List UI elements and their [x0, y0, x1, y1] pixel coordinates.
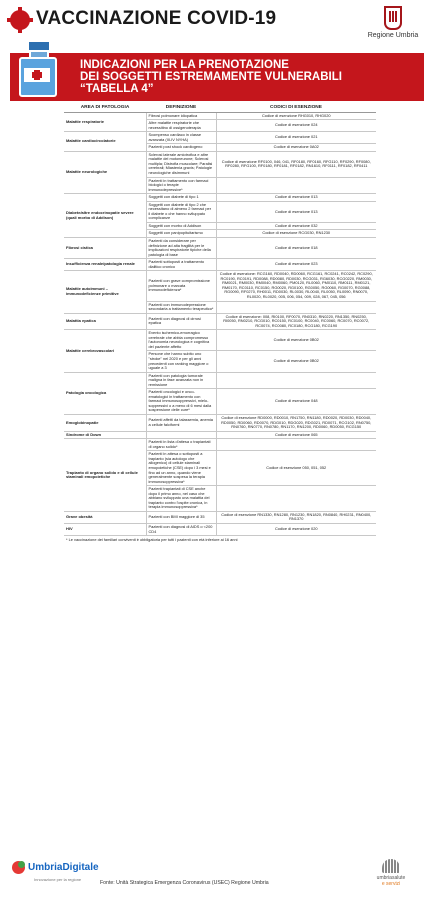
definition-cell: Pazienti sottoposti a trattamento dialitico cronico	[146, 259, 216, 271]
code-cell: Codice di esenzione 023	[216, 259, 376, 271]
definition-cell: Sclerosi laterale amiotrofica e altre malattie del motoneurone; Sclerosi multipla; Distrofia muscolare; Paralisi cerebrali; Miastenia gravis; Patologie neurologiche disimmuni	[146, 151, 216, 177]
code-cell: Codice di esenzione 018	[216, 237, 376, 258]
definition-cell: Pazienti in attesa o sottoposti a trapianto (sia autologo che allogenico) di cellule staminali emopoietiche (CSE) dopo i 3 mesi e fino ad un anno, quando viene generalmente sospesa la terapia immunosoppressiva*	[146, 451, 216, 486]
header	[0, 0, 435, 48]
banner-line-2: DEI SOGGETTI ESTREMAMENTE VULNERABILI	[80, 71, 342, 83]
code-cell: Codice di esenzione 050, 051, 052	[216, 451, 376, 486]
code-cell: Codice di esenzione RN1330, RN1280, RN1230, RN1820, RN0840, RH0231, RN0400, RN1370	[216, 511, 376, 523]
table-row	[64, 431, 376, 439]
banner-line-1: INDICAZIONI PER LA PRENOTAZIONE	[80, 59, 289, 71]
code-cell: Codice di esenzione: 008, RI0100, RF0070, RN0310, RN0220, RN1350, RN0250, RI0050, RN0210, RCG010, RC0150, RC0100, RC0040, RC0060, RC0070, RC0072, RC0074, RC0080, RC0180, RCG180, RCG190	[216, 313, 376, 330]
area-cell: Fibrosi cistica	[64, 237, 146, 258]
table-row	[64, 151, 376, 177]
definition-cell: Soggetti con diabete di tipo 1	[146, 194, 216, 202]
table-row	[64, 330, 376, 351]
table-row	[64, 112, 376, 120]
table-row	[64, 271, 376, 301]
umbriadigitale-logo	[12, 859, 99, 882]
code-cell: Codice di esenzione RD0000, RD0010, RN1750, RN1180, RD0020, RD0030, RD0040, RD0050, RD0060, RD0070, RDG010, RDG020, RDG021, RD0071, RCG102, RN0750, RN0760, RN0770, RN0780, RN1170, RN1200, RD0060, RD0050, RCG150	[216, 415, 376, 432]
definition-cell: Soggetti con panipopituitarismo	[146, 230, 216, 238]
definition-cell: Fibrosi polmonare idiopatica	[146, 112, 216, 120]
page-title: VACCINAZIONE COVID-19	[36, 8, 277, 29]
area-cell: HIV	[64, 523, 146, 535]
definition-cell: Pazienti con grave compromissione polmonare o marcata immunodeficienza*	[146, 271, 216, 301]
area-cell: Trapianto di organo solido e di cellule staminali emopoietiche	[64, 439, 146, 512]
area-cell: Malattie cerebrovascolari	[64, 330, 146, 372]
definition-cell: Altre malattie respiratorie che necessitino di ossigenoterapia	[146, 120, 216, 132]
region-logo	[363, 6, 423, 39]
definition-cell	[146, 431, 216, 439]
definition-cell: Pazienti in trattamento con farmaci biologici o terapie immunodepressive*	[146, 177, 216, 194]
code-cell: Codice di esenzione 032	[216, 222, 376, 230]
code-cell: Codice di esenzione 013	[216, 194, 376, 202]
table-row	[64, 237, 376, 258]
region-name: Regione Umbria	[367, 32, 419, 39]
area-cell: Malattie neurologiche	[64, 151, 146, 193]
code-cell: Codice di esenzione RCG030, RN1230	[216, 230, 376, 238]
definition-cell: Pazienti affetti da talassemia, anemia a cellule falciformi	[146, 415, 216, 432]
area-cell: Malattia epatica	[64, 313, 146, 330]
code-cell: Codice di esenzione 024	[216, 120, 376, 132]
definition-cell: Persone che hanno subito uno "stroke" nel 2020 e per gli anni precedenti con ranking maggiore o uguale a 3	[146, 351, 216, 372]
area-cell: Diabete/altre endocrinopatie severe (quali morbo di Addison)	[64, 194, 146, 238]
definition-cell: Pazienti oncologici e onco-ematologici in trattamento con farmaci immunosoppressivi, mielo-soppressivi o a meno di 6 mesi dalla sospensione delle cure*	[146, 389, 216, 415]
area-cell: Malattie autoimmuni – immunodeficienze primitive	[64, 271, 146, 313]
column-header-area: AREA DI PATOLOGIA	[64, 104, 146, 112]
table-row	[64, 439, 376, 451]
area-cell: Sindrome di Down	[64, 431, 146, 439]
code-cell	[216, 177, 376, 194]
definition-cell: Pazienti in lista d'attesa o trapiantati di organo solido*	[146, 439, 216, 451]
source-text: Fonte: Unità Strategica Emergenza Coronavirus (USEC) Regione Umbria	[100, 880, 269, 886]
title-banner	[10, 53, 424, 101]
code-cell	[216, 486, 376, 512]
code-cell	[216, 372, 376, 389]
table-row	[64, 372, 376, 389]
table-row	[64, 415, 376, 432]
crest-icon	[384, 6, 402, 30]
code-cell: Codice di esenzione 0B02	[216, 330, 376, 351]
definition-cell: Pazienti con patologia tumorale maligna in fase avanzata non in remissione	[146, 372, 216, 389]
definition-cell: Soggetti con diabete di tipo 2 che necessitano di almeno 2 farmaci per il diabete o che hanno sviluppato complicanze	[146, 201, 216, 222]
code-cell: Codice di esenzione 013	[216, 201, 376, 222]
brand-name: UmbriaDigitale	[28, 862, 99, 874]
partner-name: umbriasalute	[376, 875, 406, 881]
definition-cell: Scompenso cardiaco in classe avanzata (III-IV NYHA)	[146, 132, 216, 144]
code-cell: Codice di esenzione 021	[216, 132, 376, 144]
table-row	[64, 523, 376, 535]
definition-cell: Pazienti trapiantati di CSE anche dopo il primo anno, nel caso che abbiano sviluppato una malattia del trapianto contro l'ospite cronica, in terapia immunosoppressiva*	[146, 486, 216, 512]
area-cell: Malattie cardiocircolatorie	[64, 132, 146, 152]
area-cell: Emoglobinopatie	[64, 415, 146, 432]
definition-cell: Pazienti con immunodepressione secondaria a trattamento terapeutico*	[146, 301, 216, 313]
virus-icon	[10, 10, 30, 30]
brand-tagline: Innovazione per la regione	[34, 877, 82, 882]
vaccine-vial-icon	[16, 40, 58, 96]
table-row	[64, 511, 376, 523]
code-cell: Codice di esenzione 020	[216, 523, 376, 535]
column-header-definition: DEFINIZIONE	[146, 104, 216, 112]
code-cell: Codice di esenzione 065	[216, 431, 376, 439]
code-cell: Codice di esenzione RF0100, 046, 041, RF0180, RF0160, RFG110, RF0290, RF0080, RF0280, RFG100, RF0180, RF0181, RF0182, RN1610, RF0111, RF0182, RF0411	[216, 151, 376, 177]
code-cell: Codice di esenzione RHG010, RHG020	[216, 112, 376, 120]
code-cell: Codice di esenzione: RCG160, RD0040, RD0060, RCG161, RC0241, RC0242, RC0290, RC0190, RC0191, RD0088, RD0080, RD0030, RCG031, RG6030, RCG0220, RM0030, RM0021, RM0030, RM0040, RM0060, PM0120, RL0060, PM0110, RM0111, RM0121, RM0170, RC0110, RC0150, RG0020, RG0100, RG0050, RG0060, RG0070, RG0088, RG0090, RF0270, RH0011, RD0030, RL0030, RL0040, RL0050, RL0090, RN0070, RL0020, RL0020, 005, 006, 054, 009, 028, 067, 045, 056	[216, 271, 376, 301]
definition-cell: Soggetti con morbo di Addison	[146, 222, 216, 230]
definition-cell: Pazienti post shock cardiogeno	[146, 144, 216, 152]
area-cell: Patologia oncologica	[64, 372, 146, 414]
footnote: * Le vaccinazione dei familiari conviventi è obbligatoria per tutti i pazienti con età inferiore ai 16 anni	[66, 537, 238, 543]
code-cell: Codice di esenzione 0A02	[216, 144, 376, 152]
definition-cell: Pazienti con diagnosi di AIDS o <200 CD4	[146, 523, 216, 535]
umbriadigitale-icon	[12, 861, 25, 874]
umbriasalute-icon	[382, 859, 400, 873]
area-cell: Insufficienza renale/patologia renale	[64, 259, 146, 271]
table-row	[64, 194, 376, 202]
code-cell	[216, 301, 376, 313]
column-header-codes: CODICI DI ESENZIONE	[216, 104, 376, 112]
definition-cell: Evento ischemico-emorragico cerebrale che abbia compromesso l'autonomia neurologica e cognitiva del paziente affetto	[146, 330, 216, 351]
umbriasalute-logo	[361, 859, 421, 887]
table-row	[64, 313, 376, 330]
partner-subname: e servizi	[381, 881, 401, 887]
table-row	[64, 132, 376, 144]
code-cell: Codice di esenzione 048	[216, 389, 376, 415]
area-cell: Grave obesità	[64, 511, 146, 523]
code-cell	[216, 439, 376, 451]
footer	[0, 855, 435, 900]
exemption-table	[64, 104, 376, 543]
definition-cell: Pazienti con diagnosi di cirrosi epatica	[146, 313, 216, 330]
definition-cell: Pazienti da considerare per definizione ad alta fragilità per le implicazioni respiratorie tipiche della patologia di base	[146, 237, 216, 258]
area-cell: Malattie respiratorie	[64, 112, 146, 132]
table-row	[64, 259, 376, 271]
banner-line-3: “TABELLA 4”	[80, 83, 154, 95]
code-cell: Codice di esenzione 0B02	[216, 351, 376, 372]
definition-cell: Pazienti con BMI maggiore di 35	[146, 511, 216, 523]
